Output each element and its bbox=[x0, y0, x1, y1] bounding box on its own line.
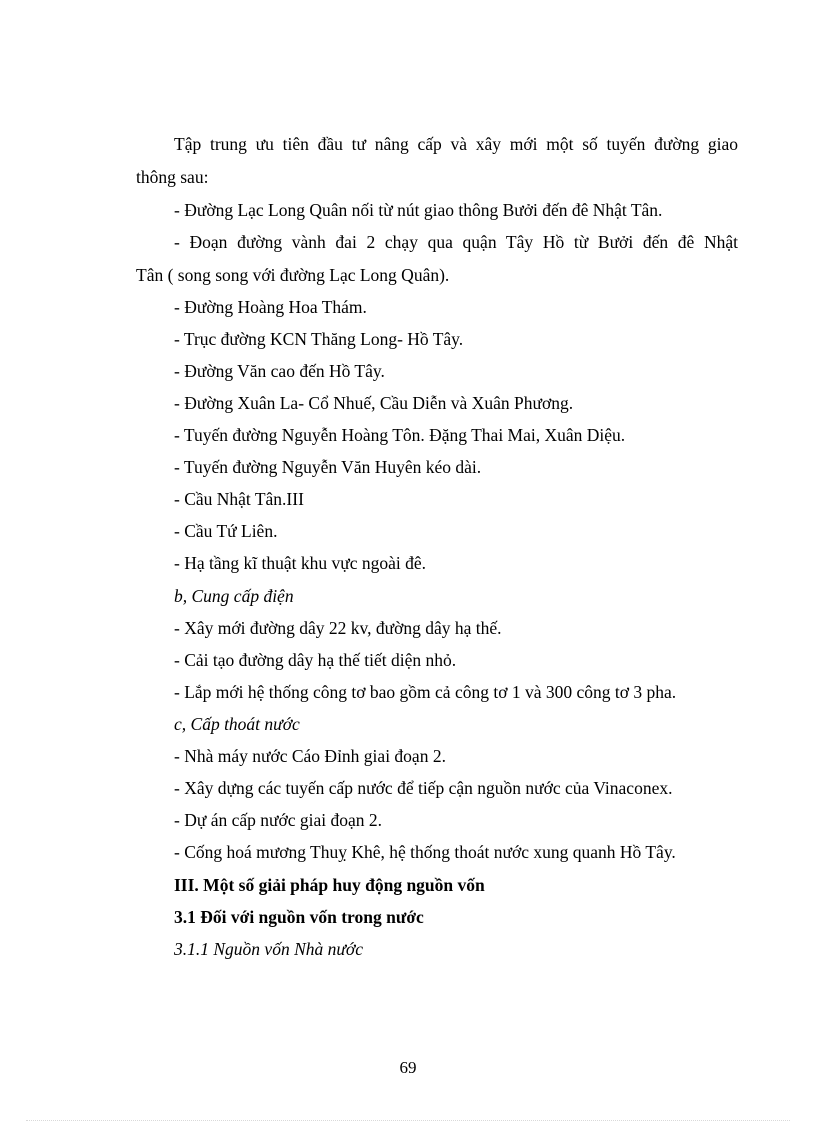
traffic-item: - Đường Văn cao đến Hồ Tây. bbox=[174, 361, 385, 381]
traffic-item: - Đường Hoàng Hoa Thám. bbox=[174, 297, 367, 317]
section-heading: III. Một số giải pháp huy động nguồn vốn bbox=[174, 875, 485, 895]
intro-line-2: thông sau: bbox=[136, 167, 209, 187]
traffic-item: - Trục đường KCN Thăng Long- Hồ Tây. bbox=[174, 329, 464, 349]
power-item: - Xây mới đường dây 22 kv, đường dây hạ thế. bbox=[174, 618, 502, 638]
traffic-item: - Tuyến đường Nguyễn Hoàng Tôn. Đặng Thai Mai, Xuân Diệu. bbox=[174, 425, 626, 445]
power-item: - Lắp mới hệ thống công tơ bao gồm cả công tơ 1 và 300 công tơ 3 pha. bbox=[174, 682, 677, 702]
water-item: - Xây dựng các tuyến cấp nước để tiếp cận nguồn nước của Vinaconex. bbox=[174, 778, 673, 798]
power-item: - Cải tạo đường dây hạ thế tiết diện nhỏ. bbox=[174, 650, 457, 670]
traffic-item: - Đoạn đường vành đai 2 chạy qua quận Tây Hồ từ Bưởi đến đê Nhật bbox=[174, 232, 738, 252]
traffic-item: - Đường Lạc Long Quân nối từ nút giao thông Bưởi đến đê Nhật Tân. bbox=[174, 200, 663, 220]
water-heading: c, Cấp thoát nước bbox=[174, 714, 300, 734]
subsubsection-heading: 3.1.1 Nguồn vốn Nhà nước bbox=[174, 939, 364, 959]
intro-line-1: Tập trung ưu tiên đầu tư nâng cấp và xây mới một số tuyến đường giao bbox=[174, 134, 738, 154]
water-item: - Nhà máy nước Cáo Đỉnh giai đoạn 2. bbox=[174, 746, 446, 766]
traffic-item: - Cầu Nhật Tân.III bbox=[174, 489, 304, 509]
page-bottom-dotted-rule bbox=[26, 1120, 790, 1121]
traffic-item: - Cầu Tứ Liên. bbox=[174, 521, 278, 541]
subsection-heading: 3.1 Đối với nguồn vốn trong nước bbox=[174, 907, 424, 927]
water-item: - Dự án cấp nước giai đoạn 2. bbox=[174, 810, 383, 830]
water-item: - Cống hoá mương Thuỵ Khê, hệ thống thoát nước xung quanh Hồ Tây. bbox=[174, 842, 676, 862]
traffic-item: - Đường Xuân La- Cổ Nhuế, Cầu Diễn và Xuân Phương. bbox=[174, 393, 574, 413]
power-heading: b, Cung cấp điện bbox=[174, 586, 294, 606]
traffic-item: - Hạ tầng kĩ thuật khu vực ngoài đê. bbox=[174, 553, 426, 573]
traffic-item: - Tuyến đường Nguyễn Văn Huyên kéo dài. bbox=[174, 457, 482, 477]
traffic-item-continuation: Tân ( song song với đường Lạc Long Quân). bbox=[136, 265, 450, 285]
page-number: 69 bbox=[399, 1058, 417, 1077]
